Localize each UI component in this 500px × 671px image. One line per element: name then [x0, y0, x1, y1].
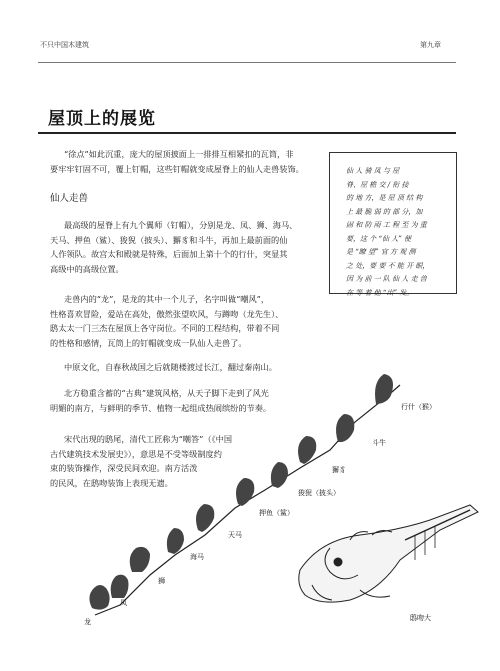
- text-line: 人作领队。故宫太和殿就是特殊，后面加上第十个的行什，突显其: [50, 249, 288, 259]
- text-line: 明媚的南方，与鲜明的季节、植物一起组成热闹缤纷的节奏。: [50, 402, 272, 413]
- text-line: 要牢牢钉固不可，覆上钉帽，这些钉帽就变成屋脊上的仙人走兽装饰。: [50, 163, 304, 174]
- note-line: 之 处，要 要 不 能 开 眼，: [346, 261, 430, 270]
- label-yayu: 押鱼（鲨）: [259, 509, 294, 517]
- beast-tianma: [196, 504, 214, 532]
- text-line: 束的装饰操作，深受民间欢迎。南方活泼: [50, 463, 198, 473]
- text-line: 天马、押鱼（鲨）、狻猊（披头）、獬豸和斗牛，再加上最前面的仙: [50, 234, 288, 245]
- note-line: 脊、屋 檐 交 / 衔 接: [346, 180, 409, 189]
- note-line: 在 等 着 他 “出” 发。: [346, 288, 414, 297]
- text-line: 性格喜欢冒险，爱站在高处，傲然张望吹风，与蹲吻（龙先生）、: [50, 308, 284, 319]
- label-chiwen: 鸱吻大: [410, 614, 431, 622]
- beast-long: [89, 585, 109, 610]
- label-suanni: 狻猊（披头）: [298, 489, 340, 497]
- label-shi: 狮: [158, 577, 165, 585]
- label-douniu: 斗牛: [372, 439, 386, 447]
- beast-feng: [111, 575, 129, 598]
- label-long: 龙: [84, 618, 91, 626]
- running-header-right: 第九章: [420, 41, 441, 49]
- text-line: 高级中的高级位置。: [50, 263, 124, 274]
- note-line: 仙 人 骑 凤 与 屋: [346, 167, 400, 175]
- note-line: 要，这 个 “仙 人” 便: [346, 234, 412, 243]
- note-line: 固 和 防 雨 工 程 至 为 重: [346, 221, 427, 229]
- beast-xingshi: [375, 374, 393, 404]
- text-line: 中原文化，自春秋战国之后就随楼渡过长江，翻过秦南山。: [64, 362, 277, 372]
- label-tianma: 天马: [228, 531, 242, 539]
- text-line: 的民风，在鸱吻装饰上表现无遗。: [50, 477, 173, 488]
- running-header-left: 不只中国木建筑: [40, 41, 89, 49]
- beast-suanni: [271, 462, 288, 488]
- label-xiezhi: 獬豸: [332, 466, 346, 474]
- text-line: 鸱太太一门三杰在屋顶上各守岗位。不同的工程结构，带着不同: [50, 323, 280, 333]
- beast-yayu: [236, 478, 254, 506]
- text-line: 走兽内的“龙”，是龙的其中一个儿子，名字叫做“嘲风”，: [64, 294, 270, 304]
- beast-douniu: [336, 414, 354, 442]
- label-haima: 海马: [190, 553, 204, 561]
- chiwen-ornament-icon: [299, 505, 478, 602]
- section-subtitle: 仙人走兽: [50, 193, 89, 204]
- text-line: “徐点”如此沉重，庞大的屋顶披面上一排排互相紧扣的瓦筒，非: [64, 149, 294, 159]
- text-line: 宋代出现的鸱尾，清代工匠称为“嘲答”（《中国: [64, 434, 233, 444]
- note-line: 上 最 脆 弱 的 部 分，加: [346, 207, 423, 216]
- text-line: 古代建筑技术发展史》），意思是不受等级制度约: [50, 448, 222, 459]
- beast-shi: [130, 547, 150, 572]
- note-line: 是 “瞭 望” 官 方 观 测: [346, 248, 416, 256]
- note-line: 的 地 方，是 屋 顶 结 构: [346, 194, 423, 202]
- text-line: 最高级的屋脊上有九个翼师（钉帽），分别是龙、凤、狮、海马、: [64, 220, 298, 230]
- note-line: 因 为 前 一 队 仙 人 走 兽: [346, 275, 427, 283]
- text-line: 北方稳重含蓄的“古典”建筑风格，从天子脚下走到了风光: [64, 388, 269, 398]
- page-title: 屋顶上的展览: [48, 109, 156, 129]
- label-xingshi: 行什（猴）: [401, 403, 436, 411]
- text-line: 的性格和感情，瓦筒上的钉帽就变成一队仙人走兽了。: [50, 337, 247, 348]
- label-feng: 凤: [120, 599, 127, 607]
